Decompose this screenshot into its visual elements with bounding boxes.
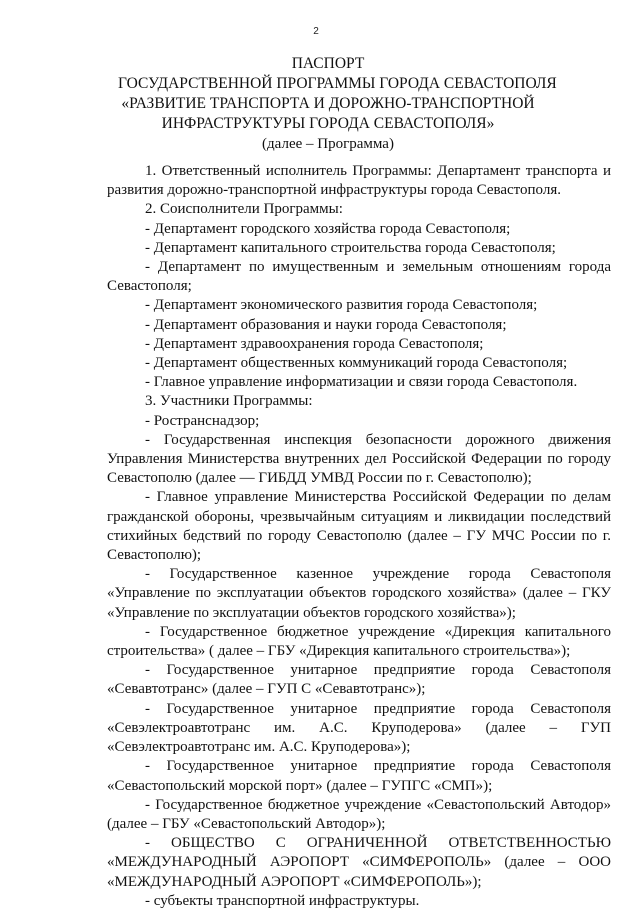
list-item-participant: - Государственная инспекция безопасности дорожного движения Управления Министерства внутренних дел Российской Федерации по городу Севастополю (далее — ГИБДД УМВД России по г. Севастополю);	[107, 431, 611, 487]
list-item-participant: - Государственное бюджетное учреждение «Севастопольский Автодор» (далее – ГБУ «Севастопольский Автодор»);	[107, 796, 611, 832]
list-item-co-executor: - Департамент городского хозяйства города Севастополя;	[145, 220, 511, 237]
list-item-co-executor: - Департамент здравоохранения города Севастополя;	[145, 335, 484, 352]
document-body	[107, 162, 611, 911]
list-item-participant: - Государственное унитарное предприятие города Севастополя «Севэлектроавтотранс им. А.С. Круподерова» (далее – ГУП «Севэлектроавтотранс им. А.С. Круподерова»);	[107, 700, 611, 756]
paragraph-participants-heading: 3. Участники Программы:	[145, 393, 313, 410]
list-item-co-executor: - Департамент общественных коммуникаций города Севастополя;	[145, 355, 568, 372]
title-line-abbreviation: (далее – Программа)	[262, 136, 394, 152]
list-item-co-executor: - Департамент экономического развития города Севастополя;	[145, 297, 538, 314]
list-item-co-executor: - Департамент по имущественным и земельным отношениям города Севастополя;	[107, 259, 611, 295]
list-item-participant: - Государственное казенное учреждение города Севастополя «Управление по эксплуатации объектов городского хозяйства» (далее – ГКУ «Управление по эксплуатации объектов городского хозяйства»);	[107, 566, 611, 621]
title-line-passport: ПАСПОРТ	[291, 55, 365, 72]
list-item-participant: - Государственное унитарное предприятие города Севастополя «Севастопольский морской порт» (далее – ГУПГС «СМП»);	[107, 758, 611, 794]
title-line-name-1: «РАЗВИТИЕ ТРАНСПОРТА И ДОРОЖНО-ТРАНСПОРТНОЙ	[121, 95, 535, 112]
list-item-co-executor: - Департамент капитального строительства города Севастополя;	[145, 239, 556, 256]
list-item-participant: - ОБЩЕСТВО С ОГРАНИЧЕННОЙ ОТВЕТСТВЕННОСТЬЮ «МЕЖДУНАРОДНЫЙ АЭРОПОРТ «СИМФЕРОПОЛЬ» (далее – ООО «МЕЖДУНАРОДНЫЙ АЭРОПОРТ «СИМФЕРОПОЛЬ»);	[107, 835, 611, 890]
title-line-name-2: ИНФРАСТРУКТУРЫ ГОРОДА СЕВАСТОПОЛЯ»	[161, 115, 495, 132]
page-number: 2	[313, 26, 319, 37]
list-item-participant: - Государственное унитарное предприятие города Севастополя «Севавтотранс» (далее – ГУП С «Севавтотранс»);	[107, 662, 611, 698]
list-item-participant: - Государственное бюджетное учреждение «Дирекция капитального строительства» ( далее – ГБУ «Дирекция капитального строительства»);	[107, 623, 611, 660]
paragraph-responsible-executor: 1. Ответственный исполнитель Программы: Департамент транспорта и развития дорожно-транспортной инфраструктуры города Севастополя.	[107, 163, 611, 199]
list-item-co-executor: - Департамент образования и науки города Севастополя;	[145, 316, 507, 333]
list-item-participant: - Главное управление Министерства Российской Федерации по делам гражданской обороны, чрезвычайным ситуациям и ликвидации последствий стихийных бедствий по городу Севастополю (далее – ГУ МЧС России по г. Севастополю);	[107, 489, 611, 564]
list-item-co-executor: - Главное управление информатизации и связи города Севастополя.	[145, 374, 578, 391]
list-item-participant: - субъекты транспортной инфраструктуры.	[145, 892, 420, 909]
paragraph-co-executors-heading: 2. Соисполнители Программы:	[145, 201, 343, 218]
title-line-program: ГОСУДАРСТВЕННОЙ ПРОГРАММЫ ГОРОДА СЕВАСТОПОЛЯ	[118, 75, 557, 92]
document-title	[118, 54, 557, 154]
list-item-participant: - Ространснадзор;	[145, 412, 260, 429]
